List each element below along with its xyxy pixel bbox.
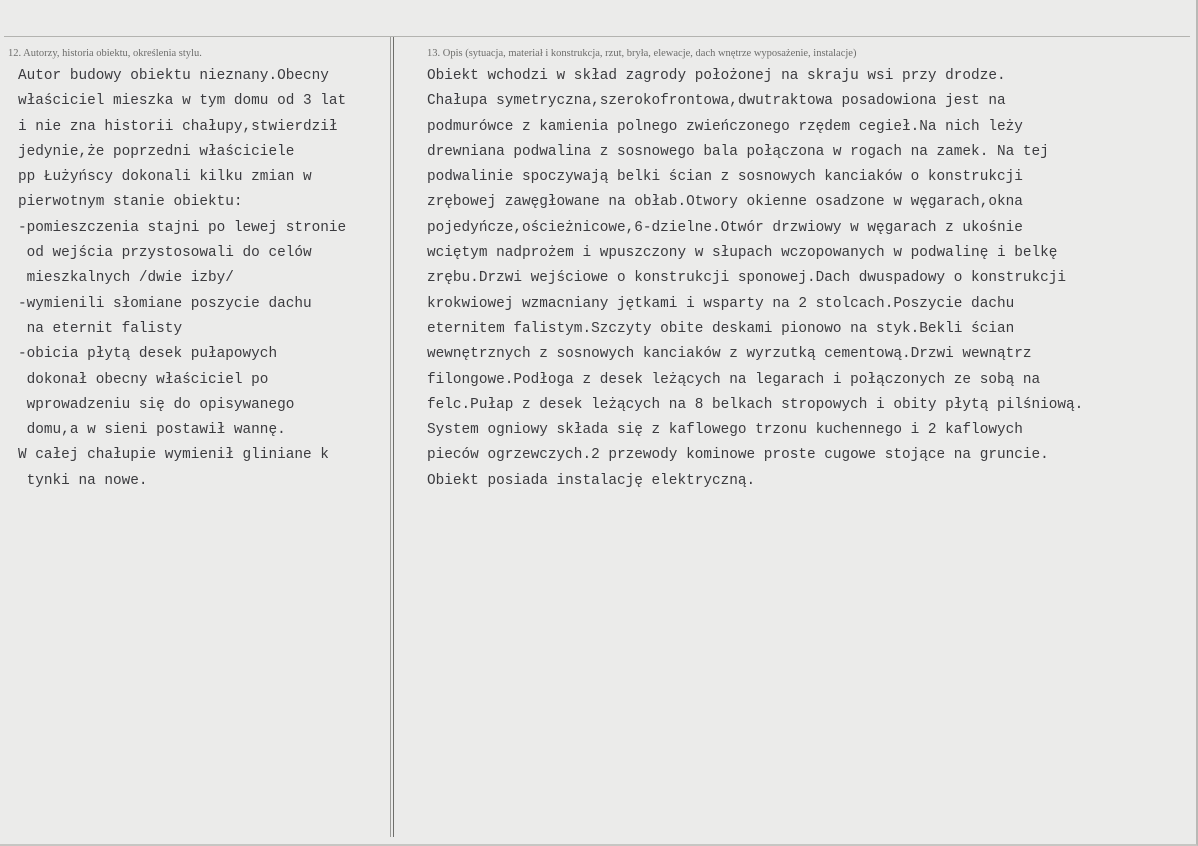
text-line: od wejścia przystosowali do celów (18, 245, 312, 262)
text-line: pierwotnym stanie obiektu: (18, 194, 243, 211)
text-line: wprowadzeniu się do opisywanego (18, 396, 295, 413)
text-line: Obiekt wchodzi w skład zagrody położonej na skraju wsi przy drodze. (427, 68, 1006, 84)
text-line: pieców ogrzewczych.2 przewody kominowe proste cugowe stojące na gruncie. (427, 447, 1049, 464)
text-line: System ogniowy składa się z kaflowego trzonu kuchennego i 2 kaflowych (427, 422, 1023, 439)
text-line: W całej chałupie wymienił gliniane k (18, 447, 329, 464)
text-line: felc.Pułap z desek leżących na 8 belkach stropowych i obity płytą pilśniową. (427, 396, 1084, 413)
text-line: dokonał obecny właściciel po (18, 371, 269, 388)
text-line: i nie zna historii chałupy,stwierdził (18, 118, 338, 135)
text-line: krokwiowej wzmacniany jętkami i wsparty na 2 stolcach.Poszycie dachu (427, 295, 1015, 312)
text-line: Obiekt posiada instalację elektryczną. (427, 472, 756, 489)
text-line: na eternit falisty (18, 320, 183, 337)
text-line: wciętym nadprożem i wpuszczony w słupach wczopowanych w podwalinę i belkę (427, 245, 1058, 262)
text-line: -pomieszczenia stajni po lewej stronie (18, 219, 347, 236)
text-line: mieszkalnych /dwie izby/ (18, 270, 234, 287)
text-line: -wymienili słomiane poszycie dachu (18, 295, 312, 312)
text-line: Autor budowy obiektu nieznany.Obecny (18, 68, 329, 84)
top-rule (4, 36, 1190, 37)
column-divider (393, 37, 394, 837)
section-12-heading: 12. Autorzy, historia obiektu, określenia stylu. (8, 48, 202, 59)
text-line: jedynie,że poprzedni właściciele (18, 143, 295, 160)
text-line: zrębu.Drzwi wejściowe o konstrukcji sponowej.Dach dwuspadowy o konstrukcji (427, 270, 1067, 287)
text-line: pojedyńcze,ościeżnicowe,6-dzielne.Otwór drzwiowy w węgarach z ukośnie (427, 219, 1023, 236)
text-line: właściciel mieszka w tym domu od 3 lat (18, 93, 347, 110)
text-line: Chałupa symetryczna,szerokofrontowa,dwutraktowa posadowiona jest na (427, 93, 1006, 110)
text-line: podmurówce z kamienia polnego zwieńczonego rzędem cegieł.Na nich leży (427, 118, 1023, 135)
section-13-text (427, 64, 1083, 494)
text-line: drewniana podwalina z sosnowego bala połączona w rogach na zamek. Na tej (427, 143, 1049, 160)
text-line: domu,a w sieni postawił wannę. (18, 422, 286, 439)
section-13-heading: 13. Opis (sytuacja, materiał i konstrukcja, rzut, bryła, elewacje, dach wnętrze wyposażenie, instalacje) (427, 48, 857, 59)
section-12-text (18, 64, 346, 494)
text-line: tynki na nowe. (18, 472, 148, 489)
column-divider-shadow (390, 37, 391, 837)
text-line: -obicia płytą desek pułapowych (18, 346, 278, 363)
text-line: eternitem falistym.Szczyty obite deskami pionowo na styk.Bekli ścian (427, 320, 1015, 337)
text-line: filongowe.Podłoga z desek leżących na legarach i połączonych ze sobą na (427, 371, 1041, 388)
text-line: pp Łużyńscy dokonali kilku zmian w (18, 169, 312, 186)
text-line: podwalinie spoczywają belki ścian z sosnowych kanciaków o konstrukcji (427, 169, 1023, 186)
text-line: zrębowej zawęgłowane na obłab.Otwory okienne osadzone w węgarach,okna (427, 194, 1023, 211)
text-line: wewnętrznych z sosnowych kanciaków z wyrzutką cementową.Drzwi wewnątrz (427, 346, 1032, 363)
